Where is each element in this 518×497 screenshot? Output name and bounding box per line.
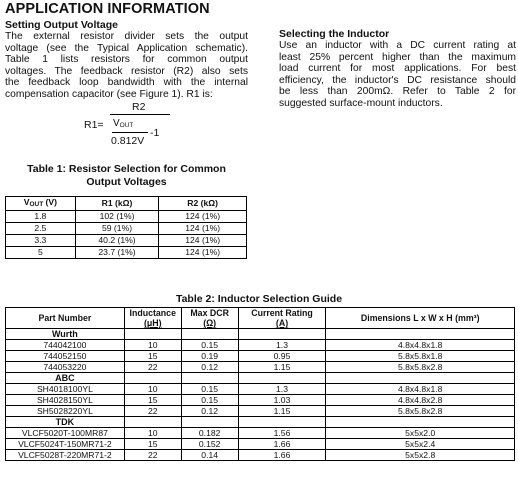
table-cell: VLCF5020T-100MR87 (6, 428, 125, 439)
formula-vout: $V_{OUT}$ (113, 118, 134, 129)
table-cell: 1.15 (238, 406, 326, 417)
table-cell: 744053220 (6, 362, 125, 373)
formula-inner-denominator: 0.812V (111, 135, 145, 147)
table-cell: 0.12 (181, 406, 238, 417)
table-cell: 0.15 (181, 340, 238, 351)
empty-cell (326, 417, 515, 428)
empty-cell (124, 417, 181, 428)
table-cell: 4.8x4.8x2.8 (326, 395, 515, 406)
right-line: efficiency, the inductor's DC resistance should (279, 74, 516, 86)
table-cell: 23.7 (1%) (75, 247, 159, 259)
table2-header-row (6, 308, 515, 329)
empty-cell (181, 417, 238, 428)
table-row (6, 384, 515, 395)
formula-lhs: R1= (84, 119, 104, 131)
resistor-table (5, 196, 247, 259)
table-cell: 0.19 (181, 351, 238, 362)
table-cell: 10 (124, 340, 181, 351)
right-line: suggested surface-mount inductors. (279, 97, 443, 109)
left-line: the feedback loop bandwidth with the internal (5, 77, 248, 89)
empty-cell (238, 417, 326, 428)
table-cell: 0.15 (181, 395, 238, 406)
section-heading: APPLICATION INFORMATION (5, 1, 210, 17)
table-cell: 4.8x4.8x1.8 (326, 340, 515, 351)
empty-cell (181, 373, 238, 384)
table-cell: 5.8x5.8x2.8 (326, 362, 515, 373)
table-cell: 3.3 (6, 235, 76, 247)
formula-inner-bar (112, 132, 148, 133)
vendor-group-row (6, 329, 515, 340)
table-cell: 15 (124, 351, 181, 362)
table-cell: 1.3 (238, 384, 326, 395)
empty-cell (238, 329, 326, 340)
empty-cell (326, 329, 515, 340)
table2-caption: Table 2: Inductor Selection Guide (175, 293, 343, 305)
table-row (6, 351, 515, 362)
vendor-group-row (6, 417, 515, 428)
right-line: least 25% percent higher than the maximum (279, 51, 516, 63)
table-row (6, 439, 515, 450)
table-row (6, 235, 247, 247)
table-cell: 0.12 (181, 362, 238, 373)
table1-caption-line: Output Voltages (86, 176, 167, 188)
table-cell: 40.2 (1%) (75, 235, 159, 247)
empty-cell (238, 373, 326, 384)
table-cell: 2.5 (6, 223, 76, 235)
table-cell: VLCF5024T-150MR71-2 (6, 439, 125, 450)
left-line: voltage (see the Typical Application schematic). (5, 42, 248, 54)
table-row (6, 340, 515, 351)
formula-main-bar (110, 114, 170, 115)
table-row (6, 223, 247, 235)
left-paragraph (5, 31, 248, 101)
table1-header-row (6, 197, 247, 211)
table-row (6, 362, 515, 373)
table1-head-vout: $V_{OUT}$ (V) (6, 197, 76, 211)
empty-cell (181, 329, 238, 340)
table-cell: 10 (124, 428, 181, 439)
table-cell: 124 (1%) (159, 235, 247, 247)
table-cell: 10 (124, 384, 181, 395)
table-row (6, 395, 515, 406)
table-row (6, 406, 515, 417)
formula-minus-one: -1 (150, 127, 160, 139)
table-cell: 1.66 (238, 450, 326, 461)
table-cell: 5x5x2.8 (326, 450, 515, 461)
table2-head-current: Current Rating (A) (238, 308, 326, 329)
empty-cell (124, 373, 181, 384)
table-cell: 744052150 (6, 351, 125, 362)
table-cell: 5 (6, 247, 76, 259)
table-cell: 124 (1%) (159, 223, 247, 235)
table-row (6, 428, 515, 439)
right-paragraph (279, 40, 516, 110)
table-cell: 22 (124, 406, 181, 417)
r1-formula (84, 101, 234, 159)
empty-cell (124, 329, 181, 340)
table-cell: 22 (124, 450, 181, 461)
empty-cell (326, 373, 515, 384)
table1-head-r2: R2 (kΩ) (159, 197, 247, 211)
table-cell: VLCF5028T-220MR71-2 (6, 450, 125, 461)
table-cell: 15 (124, 439, 181, 450)
table-cell: 0.152 (181, 439, 238, 450)
table-cell: 1.15 (238, 362, 326, 373)
table-cell: 124 (1%) (159, 247, 247, 259)
table-cell: SH4028150YL (6, 395, 125, 406)
table-cell: 15 (124, 395, 181, 406)
right-line: Use an inductor with a DC current rating at (279, 40, 516, 51)
table-cell: 0.95 (238, 351, 326, 362)
table-cell: 1.03 (238, 395, 326, 406)
vendor-name: ABC (6, 373, 125, 384)
table-cell: 1.8 (6, 211, 76, 223)
inductor-table (5, 307, 515, 461)
table-cell: 5.8x5.8x2.8 (326, 406, 515, 417)
left-line: compensation capacitor (see Figure 1). R1 is: (5, 88, 213, 100)
left-line: Table 1 lists resistors for common output (5, 54, 248, 66)
left-line: voltages. The feedback resistor (R2) also sets (5, 65, 248, 77)
table2-head-part: Part Number (6, 308, 125, 329)
left-line: The external resistor divider sets the output (5, 31, 248, 42)
table-cell: 0.14 (181, 450, 238, 461)
table-cell: SH4018100YL (6, 384, 125, 395)
table2-head-dimensions: Dimensions L x W x H (mm³) (326, 308, 515, 329)
table-cell: 1.56 (238, 428, 326, 439)
table1-head-r1: R1 (kΩ) (75, 197, 159, 211)
vendor-group-row (6, 373, 515, 384)
table-cell: 59 (1%) (75, 223, 159, 235)
table-cell: 5x5x2.4 (326, 439, 515, 450)
table-row (6, 450, 515, 461)
table-cell: SH5028220YL (6, 406, 125, 417)
table2-head-inductance: Inductance (μH) (124, 308, 181, 329)
table-row (6, 211, 247, 223)
table1-caption-line: Table 1: Resistor Selection for Common (27, 163, 226, 175)
right-line: load current for most applications. For best (279, 63, 516, 75)
table-cell: 1.3 (238, 340, 326, 351)
formula-numerator: R2 (132, 101, 146, 113)
table-cell: 5.8x5.8x1.8 (326, 351, 515, 362)
table2-body (6, 329, 515, 461)
table-cell: 5x5x2.0 (326, 428, 515, 439)
table-cell: 22 (124, 362, 181, 373)
left-section-title: Setting Output Voltage (5, 19, 118, 31)
table-cell: 124 (1%) (159, 211, 247, 223)
table-row (6, 247, 247, 259)
table2-head-dcr: Max DCR (Ω) (181, 308, 238, 329)
right-line: be less than 200mΩ. Refer to Table 2 for (279, 86, 516, 98)
table-cell: 744042100 (6, 340, 125, 351)
table-cell: 1.66 (238, 439, 326, 450)
right-section-title: Selecting the Inductor (279, 28, 390, 40)
vendor-name: Wurth (6, 329, 125, 340)
table-cell: 4.8x4.8x1.8 (326, 384, 515, 395)
table-cell: 0.182 (181, 428, 238, 439)
vendor-name: TDK (6, 417, 125, 428)
table-cell: 0.15 (181, 384, 238, 395)
table1-caption (5, 163, 248, 189)
table-cell: 102 (1%) (75, 211, 159, 223)
